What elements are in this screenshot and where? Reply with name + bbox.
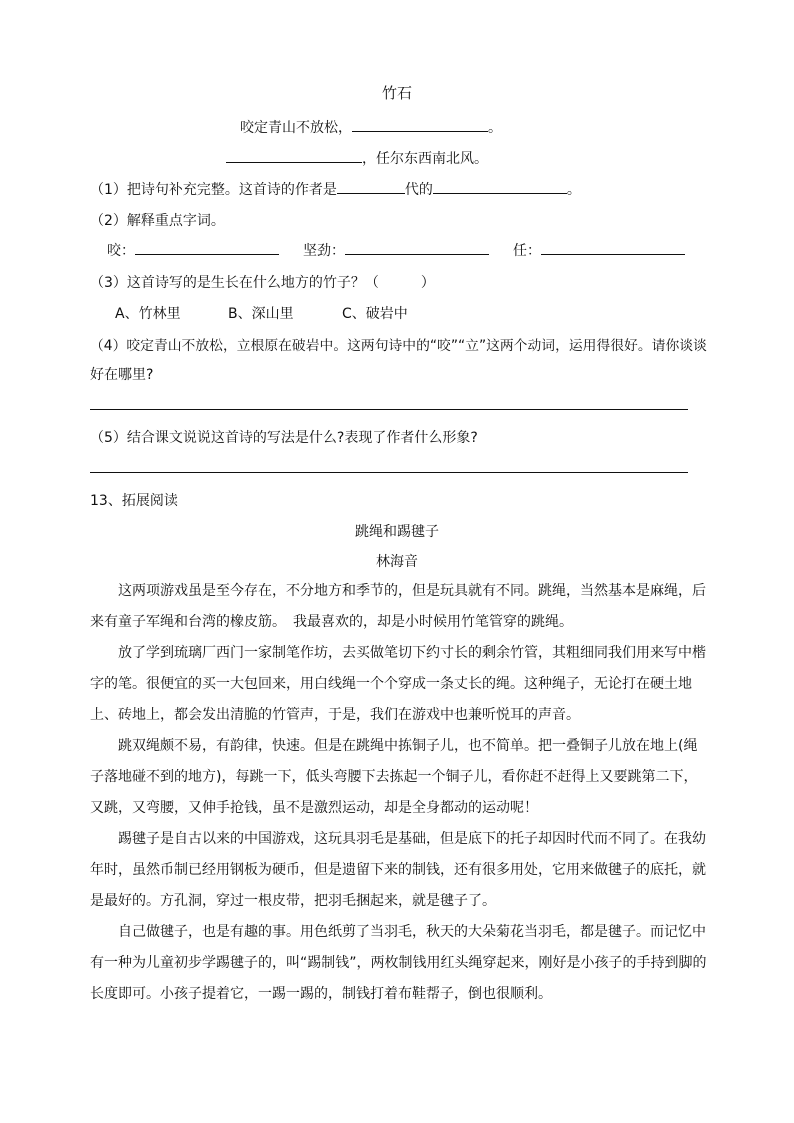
poem-line-1-blank[interactable] <box>352 117 488 132</box>
poem-line-2 <box>226 148 488 168</box>
word-3-label: 任： <box>513 243 541 259</box>
article-paragraph: 这两项游戏虽是至今存在，不分地方和季节的，但是玩具就有不同。跳绳，当然基本是麻绳，后来有童子军绳和台湾的橡皮筋。 我最喜欢的，却是小时候用竹笔管穿的跳绳。 <box>90 583 706 630</box>
word-1 <box>107 240 279 260</box>
question-4-line-2: 好在哪里? <box>90 367 154 383</box>
poem-line-2-comma: ， <box>362 151 376 167</box>
word-1-label: 咬： <box>107 243 135 259</box>
dynasty-blank[interactable] <box>433 179 567 194</box>
poem-line-2-text: 任尔东西南北风。 <box>376 151 488 167</box>
poem-title: 竹石 <box>381 84 412 102</box>
question-5: （5）结合课文说说这首诗的写法是什么?表现了作者什么形象? <box>90 430 478 446</box>
poem-line-1-text: 咬定青山不放松， <box>240 120 352 136</box>
word-3 <box>513 240 685 260</box>
word-1-blank[interactable] <box>135 240 279 255</box>
section-13-heading: 13、拓展阅读 <box>90 493 178 509</box>
article-paragraph: 自己做毽子，也是有趣的事。用色纸剪了当羽毛，秋天的大朵菊花当羽毛，都是毽子。而记忆中有一种为儿童初步学踢毽子的，叫“踢制钱”，两枚制钱用红头绳穿起来，刚好是小孩子的手持到脚的长度即可。小孩子提着它，一踢一踢的，制钱打着布鞋帮子，倒也很顺利。 <box>90 924 707 1002</box>
question-1-text: （1）把诗句补充完整。这首诗的作者是 <box>90 182 337 198</box>
question-1-end: 。 <box>566 182 581 198</box>
question-3: （3）这首诗写的是生长在什么地方的竹子？（ ） <box>90 275 435 291</box>
poem-line-1 <box>240 117 502 137</box>
question-1-mid: 代的 <box>404 182 433 198</box>
option-b[interactable]: B、深山里 <box>228 306 294 322</box>
question-4-line-1: （4）咬定青山不放松，立根原在破岩中。这两句诗中的“咬”“立”这两个动词，运用得很好。请你谈谈 <box>90 338 707 354</box>
article-paragraph: 踢毽子是自古以来的中国游戏，这玩具羽毛是基础，但是底下的托子却因时代而不同了。在我幼年时，虽然币制已经用钢板为硬币，但是遗留下来的制钱，还有很多用处，它用来做毽子的底托，就是最好的。方孔洞，穿过一根皮带，把羽毛捆起来，就是毽子了。 <box>90 831 706 909</box>
poem-line-1-end: 。 <box>488 120 502 136</box>
question-2: （2）解释重点字词。 <box>90 213 225 229</box>
poem-line-2-blank[interactable] <box>226 148 362 163</box>
author-blank[interactable] <box>337 179 405 194</box>
article-body <box>90 576 710 1010</box>
word-2-label: 坚劲： <box>303 243 345 259</box>
article-paragraph: 放了学到琉璃厂西门一家制笔作坊，去买做笔切下约寸长的剩余竹管，其粗细同我们用来写中楷字的笔。很便宜的买一大包回来，用白线绳一个个穿成一条丈长的绳。这种绳子，无论打在硬土地上、砖地上，都会发出清脆的竹管声，于是，我们在游戏中也兼听悦耳的声音。 <box>90 645 706 723</box>
article-author: 林海音 <box>376 554 418 570</box>
word-2 <box>303 240 489 260</box>
article-title: 跳绳和踢毽子 <box>355 524 439 540</box>
article-paragraph: 跳双绳颇不易，有韵律，快速。但是在跳绳中拣铜子儿，也不简单。把一叠铜子儿放在地上(绳子落地碰不到的地方)，每跳一下，低头弯腰下去拣起一个铜子儿，看你赶不赶得上又要跳第二下，又跳，又弯腰，又伸手抢钱，虽不是激烈运动，却是全身都动的运动呢！ <box>90 738 698 816</box>
option-c[interactable]: C、破岩中 <box>342 306 408 322</box>
option-a[interactable]: A、竹林里 <box>115 306 181 322</box>
word-3-blank[interactable] <box>541 240 685 255</box>
word-2-blank[interactable] <box>345 240 489 255</box>
question-1 <box>90 179 581 199</box>
answer-line-5[interactable] <box>90 472 688 473</box>
answer-line-4[interactable] <box>90 409 688 410</box>
